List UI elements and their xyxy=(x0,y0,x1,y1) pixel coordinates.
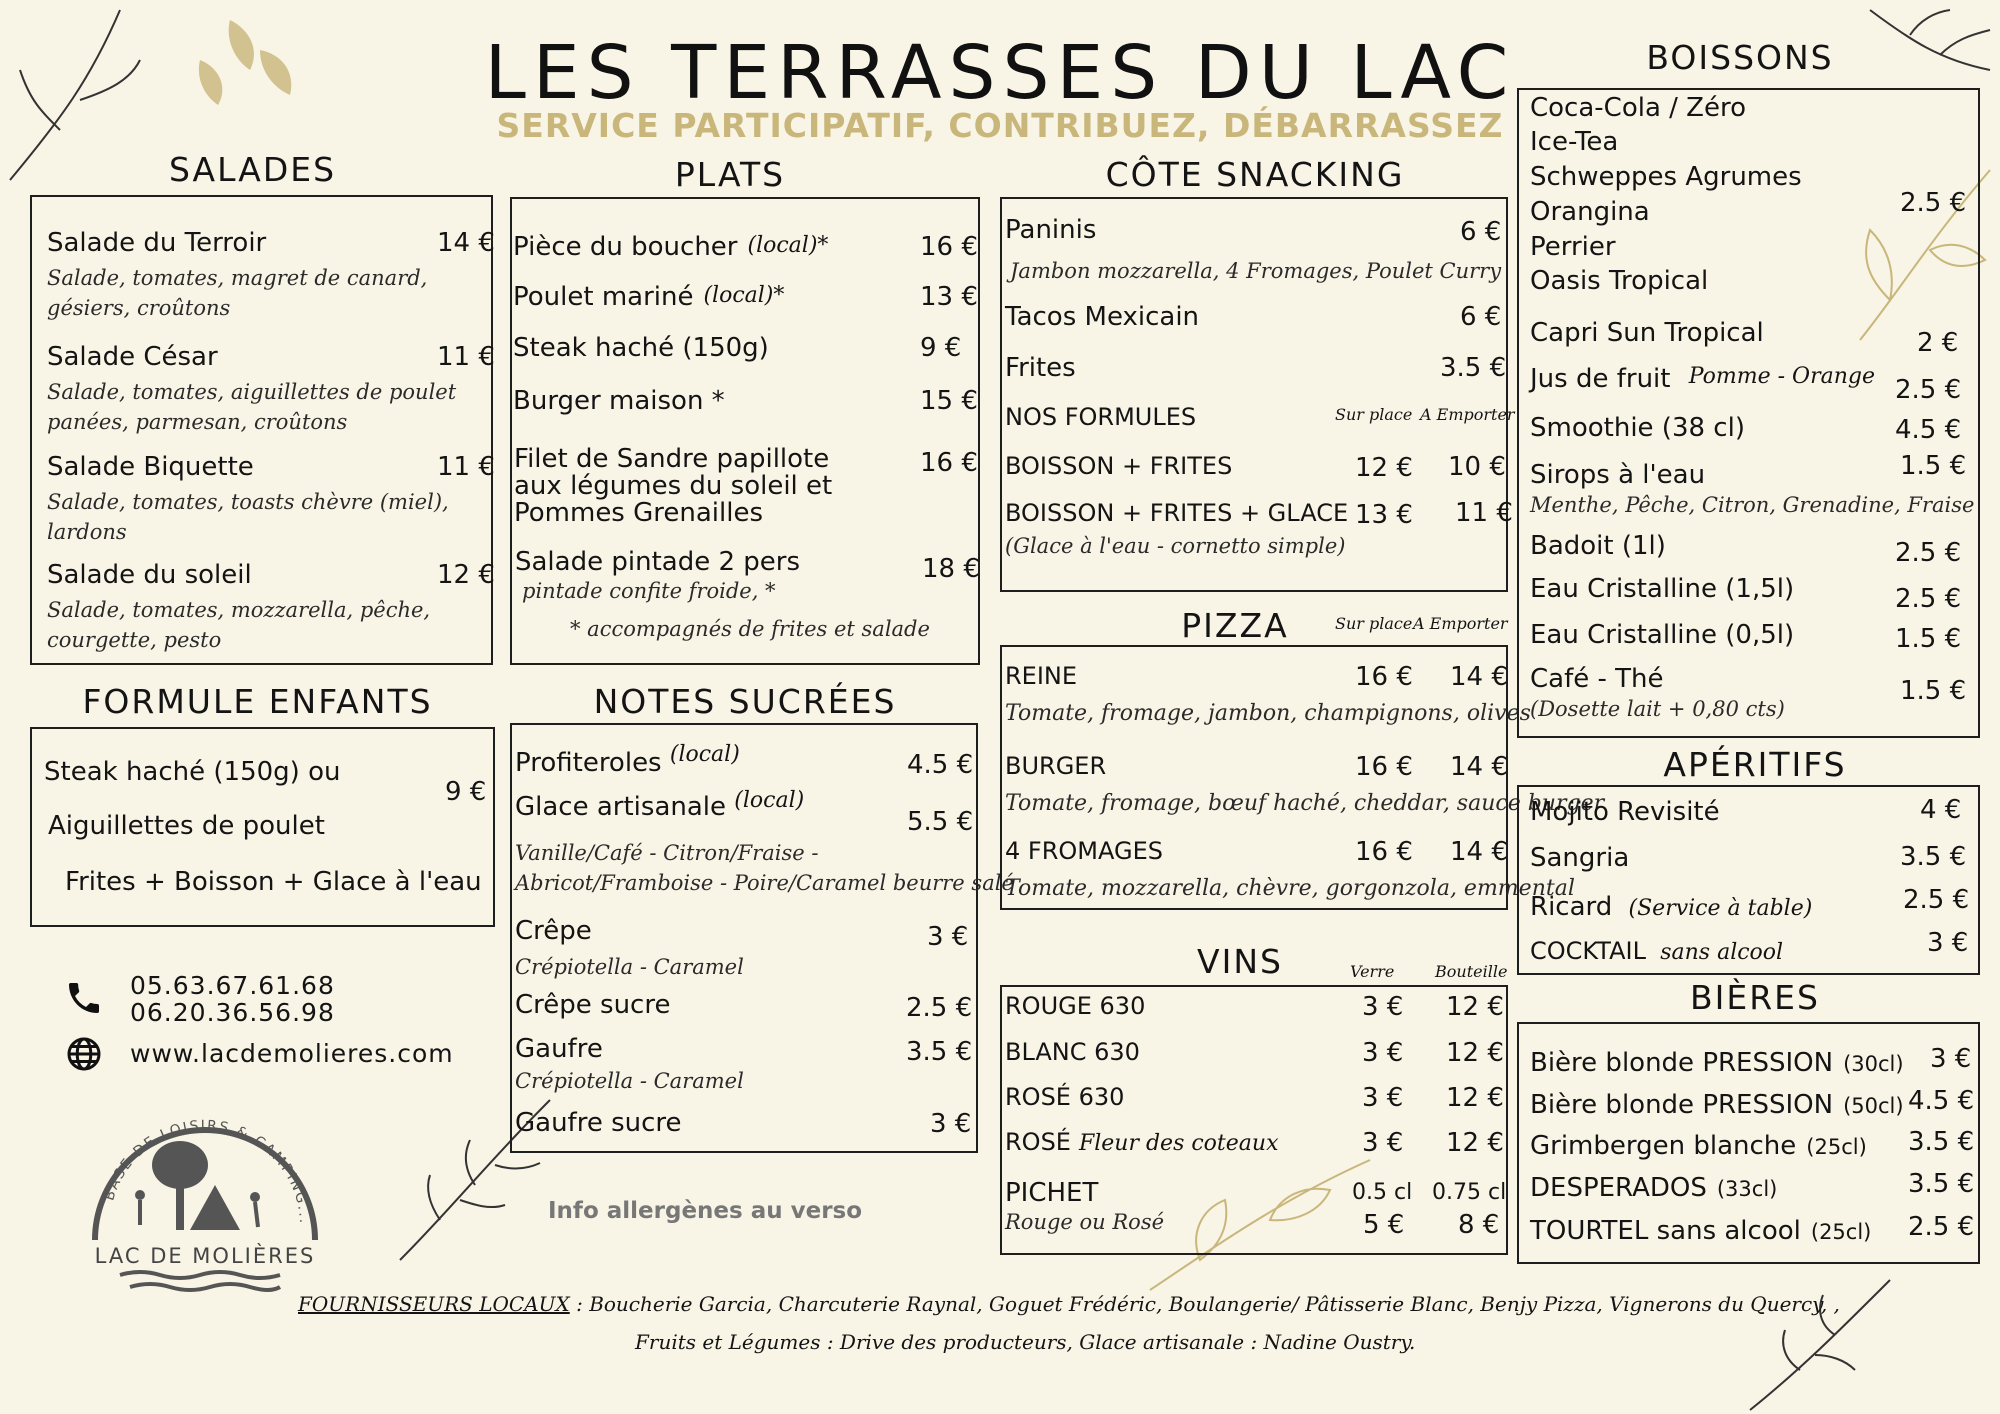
pizza-a-emporter-price: 14 € xyxy=(1450,837,1508,867)
tacos-price: 6 € xyxy=(1460,302,1502,332)
salade-desc-1: Salade, tomates, toasts chèvre (miel), xyxy=(47,490,449,514)
vin-name: BLANC 630 xyxy=(1005,1038,1140,1066)
phone-icon xyxy=(64,978,104,1018)
tacos-name: Tacos Mexicain xyxy=(1005,302,1200,332)
pizza-desc: Tomate, mozzarella, chèvre, gorgonzola, emmental xyxy=(1005,876,1575,901)
enfants-title: FORMULE ENFANTS xyxy=(82,682,433,721)
allergenes-note: Info allergènes au verso xyxy=(548,1198,863,1224)
gaufre-sucre-price: 3 € xyxy=(930,1109,972,1139)
biere-name: Grimbergen blanche xyxy=(1530,1131,1797,1161)
boissons-title: BOISSONS xyxy=(1646,38,1834,77)
pizza-a-emporter: A Emporter xyxy=(1413,614,1508,633)
vin-item xyxy=(1005,1128,1278,1156)
pichet-desc: Rouge ou Rosé xyxy=(1005,1210,1165,1234)
boissons-group-price: 2.5 € xyxy=(1900,188,1967,218)
vin-verre-price: 3 € xyxy=(1362,1038,1404,1068)
paninis-name: Paninis xyxy=(1005,215,1097,245)
boisson-item: Schweppes Agrumes xyxy=(1530,162,1802,192)
profiteroles-name: Profiteroles xyxy=(515,748,662,778)
aperitifs-title: APÉRITIFS xyxy=(1663,745,1847,784)
crepe-sucre-price: 2.5 € xyxy=(906,993,973,1023)
pizza-a-emporter-price: 14 € xyxy=(1450,662,1508,692)
jus-name: Jus de fruit xyxy=(1530,364,1671,394)
pizza-sur-place: Sur place xyxy=(1335,614,1413,633)
pizza-name: BURGER xyxy=(1005,752,1107,780)
salade-name: Salade César xyxy=(47,342,218,372)
cocktail-name: COCKTAIL xyxy=(1530,937,1646,965)
vins-verre-label: Verre xyxy=(1350,962,1395,981)
formule1-name: BOISSON + FRITES xyxy=(1005,452,1233,480)
ricard xyxy=(1530,892,1812,922)
biere-size: (33cl) xyxy=(1716,1177,1778,1201)
salade-price: 11 € xyxy=(437,342,495,372)
vin-name: ROUGE 630 xyxy=(1005,992,1146,1020)
eau05-name: Eau Cristalline (0,5l) xyxy=(1530,620,1795,650)
biere-name: Bière blonde PRESSION xyxy=(1530,1048,1834,1078)
phone-number-2[interactable]: 06.20.36.56.98 xyxy=(130,998,335,1027)
biere-item xyxy=(1530,1090,1904,1120)
pizza-a-emporter-price: 14 € xyxy=(1450,752,1508,782)
biere-size: (25cl) xyxy=(1806,1135,1867,1159)
mojito-name: Mojito Revisité xyxy=(1530,797,1720,827)
formule2-desc: (Glace à l'eau - cornetto simple) xyxy=(1005,534,1346,558)
cocktail-price: 3 € xyxy=(1927,928,1969,958)
plat-price: 16 € xyxy=(920,232,978,262)
profiteroles-note: (local) xyxy=(669,742,740,767)
jus xyxy=(1530,364,1875,394)
lac-de-molieres-logo xyxy=(80,1105,330,1305)
pichet-verre-size: 0.5 cl xyxy=(1352,1180,1413,1205)
biere-name: DESPERADOS xyxy=(1530,1173,1707,1203)
vin-name: ROSÉ xyxy=(1005,1128,1071,1156)
jus-price: 2.5 € xyxy=(1895,375,1962,405)
filet-line1: Filet de Sandre papillote xyxy=(514,444,830,474)
glace-desc1: Vanille/Café - Citron/Fraise - xyxy=(515,841,819,865)
pizza-name: REINE xyxy=(1005,662,1078,690)
badoit-name: Badoit (1l) xyxy=(1530,531,1666,561)
biere-size: (50cl) xyxy=(1843,1094,1904,1118)
plat-note: (local)* xyxy=(703,283,785,308)
plat-name: Steak haché (150g) xyxy=(513,333,769,363)
snacking-title: CÔTE SNACKING xyxy=(1105,155,1405,194)
pintade-name: Salade pintade 2 pers xyxy=(515,547,800,577)
frites-price: 3.5 € xyxy=(1440,353,1507,383)
biere-name: Bière blonde PRESSION xyxy=(1530,1090,1834,1120)
biere-size: (30cl) xyxy=(1843,1052,1904,1076)
eau15-price: 2.5 € xyxy=(1895,584,1962,614)
gaufre-sucre-name: Gaufre sucre xyxy=(515,1108,682,1138)
plat-note: (local)* xyxy=(747,233,829,258)
crepe-desc: Crépiotella - Caramel xyxy=(515,955,744,979)
salades-title: SALADES xyxy=(168,150,337,189)
sangria-name: Sangria xyxy=(1530,843,1630,873)
enfants-line3: Frites + Boisson + Glace à l'eau xyxy=(65,867,482,897)
vin-verre-price: 3 € xyxy=(1362,1083,1404,1113)
pichet-bouteille-size: 0.75 cl xyxy=(1432,1180,1507,1205)
gaufre-desc: Crépiotella - Caramel xyxy=(515,1069,744,1093)
gaufre-price: 3.5 € xyxy=(906,1037,973,1067)
cocktail xyxy=(1530,936,1783,966)
vins-title: VINS xyxy=(1197,942,1283,981)
pichet-name: PICHET xyxy=(1005,1178,1099,1208)
pichet-verre-price: 5 € xyxy=(1363,1210,1405,1240)
biere-price: 3 € xyxy=(1930,1044,1972,1074)
biere-price: 4.5 € xyxy=(1908,1086,1975,1116)
sirops-name: Sirops à l'eau xyxy=(1530,460,1706,490)
gaufre-name: Gaufre xyxy=(515,1034,603,1064)
formules-label: NOS FORMULES xyxy=(1005,403,1197,431)
pizza-sur-place-price: 16 € xyxy=(1355,752,1413,782)
biere-item xyxy=(1530,1131,1867,1161)
plat-item xyxy=(513,232,828,262)
pintade-price: 18 € xyxy=(922,554,980,584)
ricard-note: (Service à table) xyxy=(1628,896,1813,921)
eau15-name: Eau Cristalline (1,5l) xyxy=(1530,574,1795,604)
biere-price: 3.5 € xyxy=(1908,1169,1975,1199)
vin-verre-price: 3 € xyxy=(1362,1128,1404,1158)
cafe-name: Café - Thé xyxy=(1530,664,1664,694)
salade-price: 11 € xyxy=(437,452,495,482)
paninis-desc: Jambon mozzarella, 4 Fromages, Poulet Curry xyxy=(1010,259,1502,283)
sucrees-title: NOTES SUCRÉES xyxy=(593,682,897,721)
bieres-title: BIÈRES xyxy=(1690,978,1820,1017)
mojito-price: 4 € xyxy=(1920,795,1962,825)
globe-icon xyxy=(66,1036,102,1072)
website-link[interactable]: www.lacdemolieres.com xyxy=(130,1039,454,1068)
pizza-title: PIZZA xyxy=(1181,606,1289,645)
salade-name: Salade du Terroir xyxy=(47,228,267,258)
boisson-item: Oasis Tropical xyxy=(1530,266,1709,296)
biere-item xyxy=(1530,1216,1871,1246)
paninis-price: 6 € xyxy=(1460,217,1502,247)
pizza-name: 4 FROMAGES xyxy=(1005,837,1163,865)
formule1-a-emporter: 10 € xyxy=(1448,452,1506,482)
plat-name: Pièce du boucher xyxy=(513,232,738,262)
pizza-sur-place-price: 16 € xyxy=(1355,662,1413,692)
logo-name: LAC DE MOLIÈRES xyxy=(94,1244,316,1268)
svg-text:BASE DE LOISIRS & CAMPING...: BASE DE LOISIRS & CAMPING... xyxy=(101,1117,313,1226)
sirops-desc: Menthe, Pêche, Citron, Grenadine, Fraise xyxy=(1530,493,1975,517)
vin-bouteille-price: 12 € xyxy=(1446,1083,1504,1113)
formules-a-emporter: A Emporter xyxy=(1420,405,1515,424)
vin-item xyxy=(1005,1038,1140,1066)
vin-bouteille-price: 12 € xyxy=(1446,1038,1504,1068)
glace xyxy=(515,788,805,822)
filet-line2: aux légumes du soleil et xyxy=(514,471,833,501)
cafe-price: 1.5 € xyxy=(1900,676,1967,706)
boisson-item: Perrier xyxy=(1530,232,1616,262)
glace-note: (local) xyxy=(734,788,805,813)
salade-desc-1: Salade, tomates, mozzarella, pêche, xyxy=(47,598,431,622)
filet-price: 16 € xyxy=(920,448,978,478)
eau05-price: 1.5 € xyxy=(1895,624,1962,654)
glace-desc2: Abricot/Framboise - Poire/Caramel beurre salé xyxy=(515,871,1014,895)
formule1-sur-place: 12 € xyxy=(1355,453,1413,483)
plat-item xyxy=(513,282,784,312)
ricard-price: 2.5 € xyxy=(1903,885,1970,915)
vin-item xyxy=(1005,1083,1124,1111)
badoit-price: 2.5 € xyxy=(1895,538,1962,568)
filet-line3: Pommes Grenailles xyxy=(514,498,764,528)
formules-sur-place: Sur place xyxy=(1335,405,1413,424)
fournisseurs-list-1: : Boucherie Garcia, Charcuterie Raynal, Goguet Frédéric, Boulangerie/ Pâtisserie Blanc, Benjy Pizza, Vignerons du Quercy, , xyxy=(569,1292,1840,1316)
cocktail-note: sans alcool xyxy=(1660,940,1784,965)
vin-verre-price: 3 € xyxy=(1362,992,1404,1022)
pizza-desc: Tomate, fromage, jambon, champignons, olives xyxy=(1005,701,1531,726)
salade-name: Salade Biquette xyxy=(47,452,254,482)
plat-price: 9 € xyxy=(920,333,962,363)
fournisseurs-label: FOURNISSEURS LOCAUX xyxy=(298,1292,570,1316)
plat-price: 13 € xyxy=(920,282,978,312)
pizza-sur-place-price: 16 € xyxy=(1355,837,1413,867)
capri-price: 2 € xyxy=(1917,328,1959,358)
salade-desc-2: courgette, pesto xyxy=(47,628,222,652)
salade-price: 12 € xyxy=(437,560,495,590)
formule2-sur-place: 13 € xyxy=(1355,500,1413,530)
plat-name: Burger maison * xyxy=(513,386,725,416)
salade-desc-2: lardons xyxy=(47,520,127,544)
salade-price: 14 € xyxy=(437,228,495,258)
pichet-bouteille-price: 8 € xyxy=(1458,1210,1500,1240)
frites-name: Frites xyxy=(1005,353,1076,383)
vin-name: ROSÉ 630 xyxy=(1005,1083,1125,1111)
vin-extra: Fleur des coteaux xyxy=(1078,1131,1279,1156)
biere-size: (25cl) xyxy=(1810,1220,1872,1244)
page-title: LES TERRASSES DU LAC xyxy=(484,30,1516,116)
fournisseurs-line1 xyxy=(298,1292,1840,1316)
salade-desc-2: panées, parmesan, croûtons xyxy=(47,410,348,434)
plat-item xyxy=(513,386,725,416)
pizza-desc: Tomate, fromage, bœuf haché, cheddar, sauce burger xyxy=(1005,791,1605,816)
ricard-name: Ricard xyxy=(1530,892,1613,922)
salade-desc-2: gésiers, croûtons xyxy=(47,296,231,320)
smoothie-price: 4.5 € xyxy=(1895,415,1962,445)
boisson-item: Coca-Cola / Zéro xyxy=(1530,93,1747,123)
sangria-price: 3.5 € xyxy=(1900,842,1967,872)
vin-bouteille-price: 12 € xyxy=(1446,1128,1504,1158)
plat-price: 15 € xyxy=(920,386,978,416)
biere-name: TOURTEL sans alcool xyxy=(1530,1216,1801,1246)
biere-item xyxy=(1530,1048,1904,1078)
phone-number-1[interactable]: 05.63.67.61.68 xyxy=(130,971,335,1000)
formule2-name: BOISSON + FRITES + GLACE xyxy=(1005,499,1349,527)
biere-price: 2.5 € xyxy=(1908,1212,1975,1242)
smoothie-name: Smoothie (38 cl) xyxy=(1530,413,1745,443)
enfants-line2: Aiguillettes de poulet xyxy=(48,811,325,841)
vins-bouteille-label: Bouteille xyxy=(1435,962,1508,981)
biere-price: 3.5 € xyxy=(1908,1127,1975,1157)
boisson-item: Ice-Tea xyxy=(1530,127,1619,157)
formule2-a-emporter: 11 € xyxy=(1455,498,1513,528)
crepe-name: Crêpe xyxy=(515,916,592,946)
boisson-item: Orangina xyxy=(1530,197,1650,227)
plats-title: PLATS xyxy=(674,155,786,194)
plat-name: Poulet mariné xyxy=(513,282,694,312)
vin-bouteille-price: 12 € xyxy=(1446,992,1504,1022)
pintade-desc: pintade confite froide, * xyxy=(522,579,776,603)
enfants-price: 9 € xyxy=(445,777,487,807)
profiteroles xyxy=(515,742,740,778)
salade-desc-1: Salade, tomates, aiguillettes de poulet xyxy=(47,380,457,404)
plat-item xyxy=(513,333,769,363)
capri-name: Capri Sun Tropical xyxy=(1530,318,1764,348)
sirops-price: 1.5 € xyxy=(1900,451,1967,481)
cafe-desc: (Dosette lait + 0,80 cts) xyxy=(1530,697,1785,721)
vin-item xyxy=(1005,992,1145,1020)
salade-desc-1: Salade, tomates, magret de canard, xyxy=(47,266,428,290)
glace-price: 5.5 € xyxy=(907,807,974,837)
jus-note: Pomme - Orange xyxy=(1688,364,1875,389)
fournisseurs-line2: Fruits et Légumes : Drive des producteurs, Glace artisanale : Nadine Oustry. xyxy=(635,1330,1416,1354)
crepe-price: 3 € xyxy=(927,922,969,952)
enfants-line1: Steak haché (150g) ou xyxy=(44,757,341,787)
profiteroles-price: 4.5 € xyxy=(907,750,974,780)
biere-item xyxy=(1530,1173,1777,1203)
page-subtitle: SERVICE PARTICIPATIF, CONTRIBUEZ, DÉBARRASSEZ xyxy=(496,106,1504,145)
salade-name: Salade du soleil xyxy=(47,560,252,590)
glace-name: Glace artisanale xyxy=(515,792,727,822)
crepe-sucre-name: Crêpe sucre xyxy=(515,990,671,1020)
plats-footnote: * accompagnés de frites et salade xyxy=(570,617,930,641)
